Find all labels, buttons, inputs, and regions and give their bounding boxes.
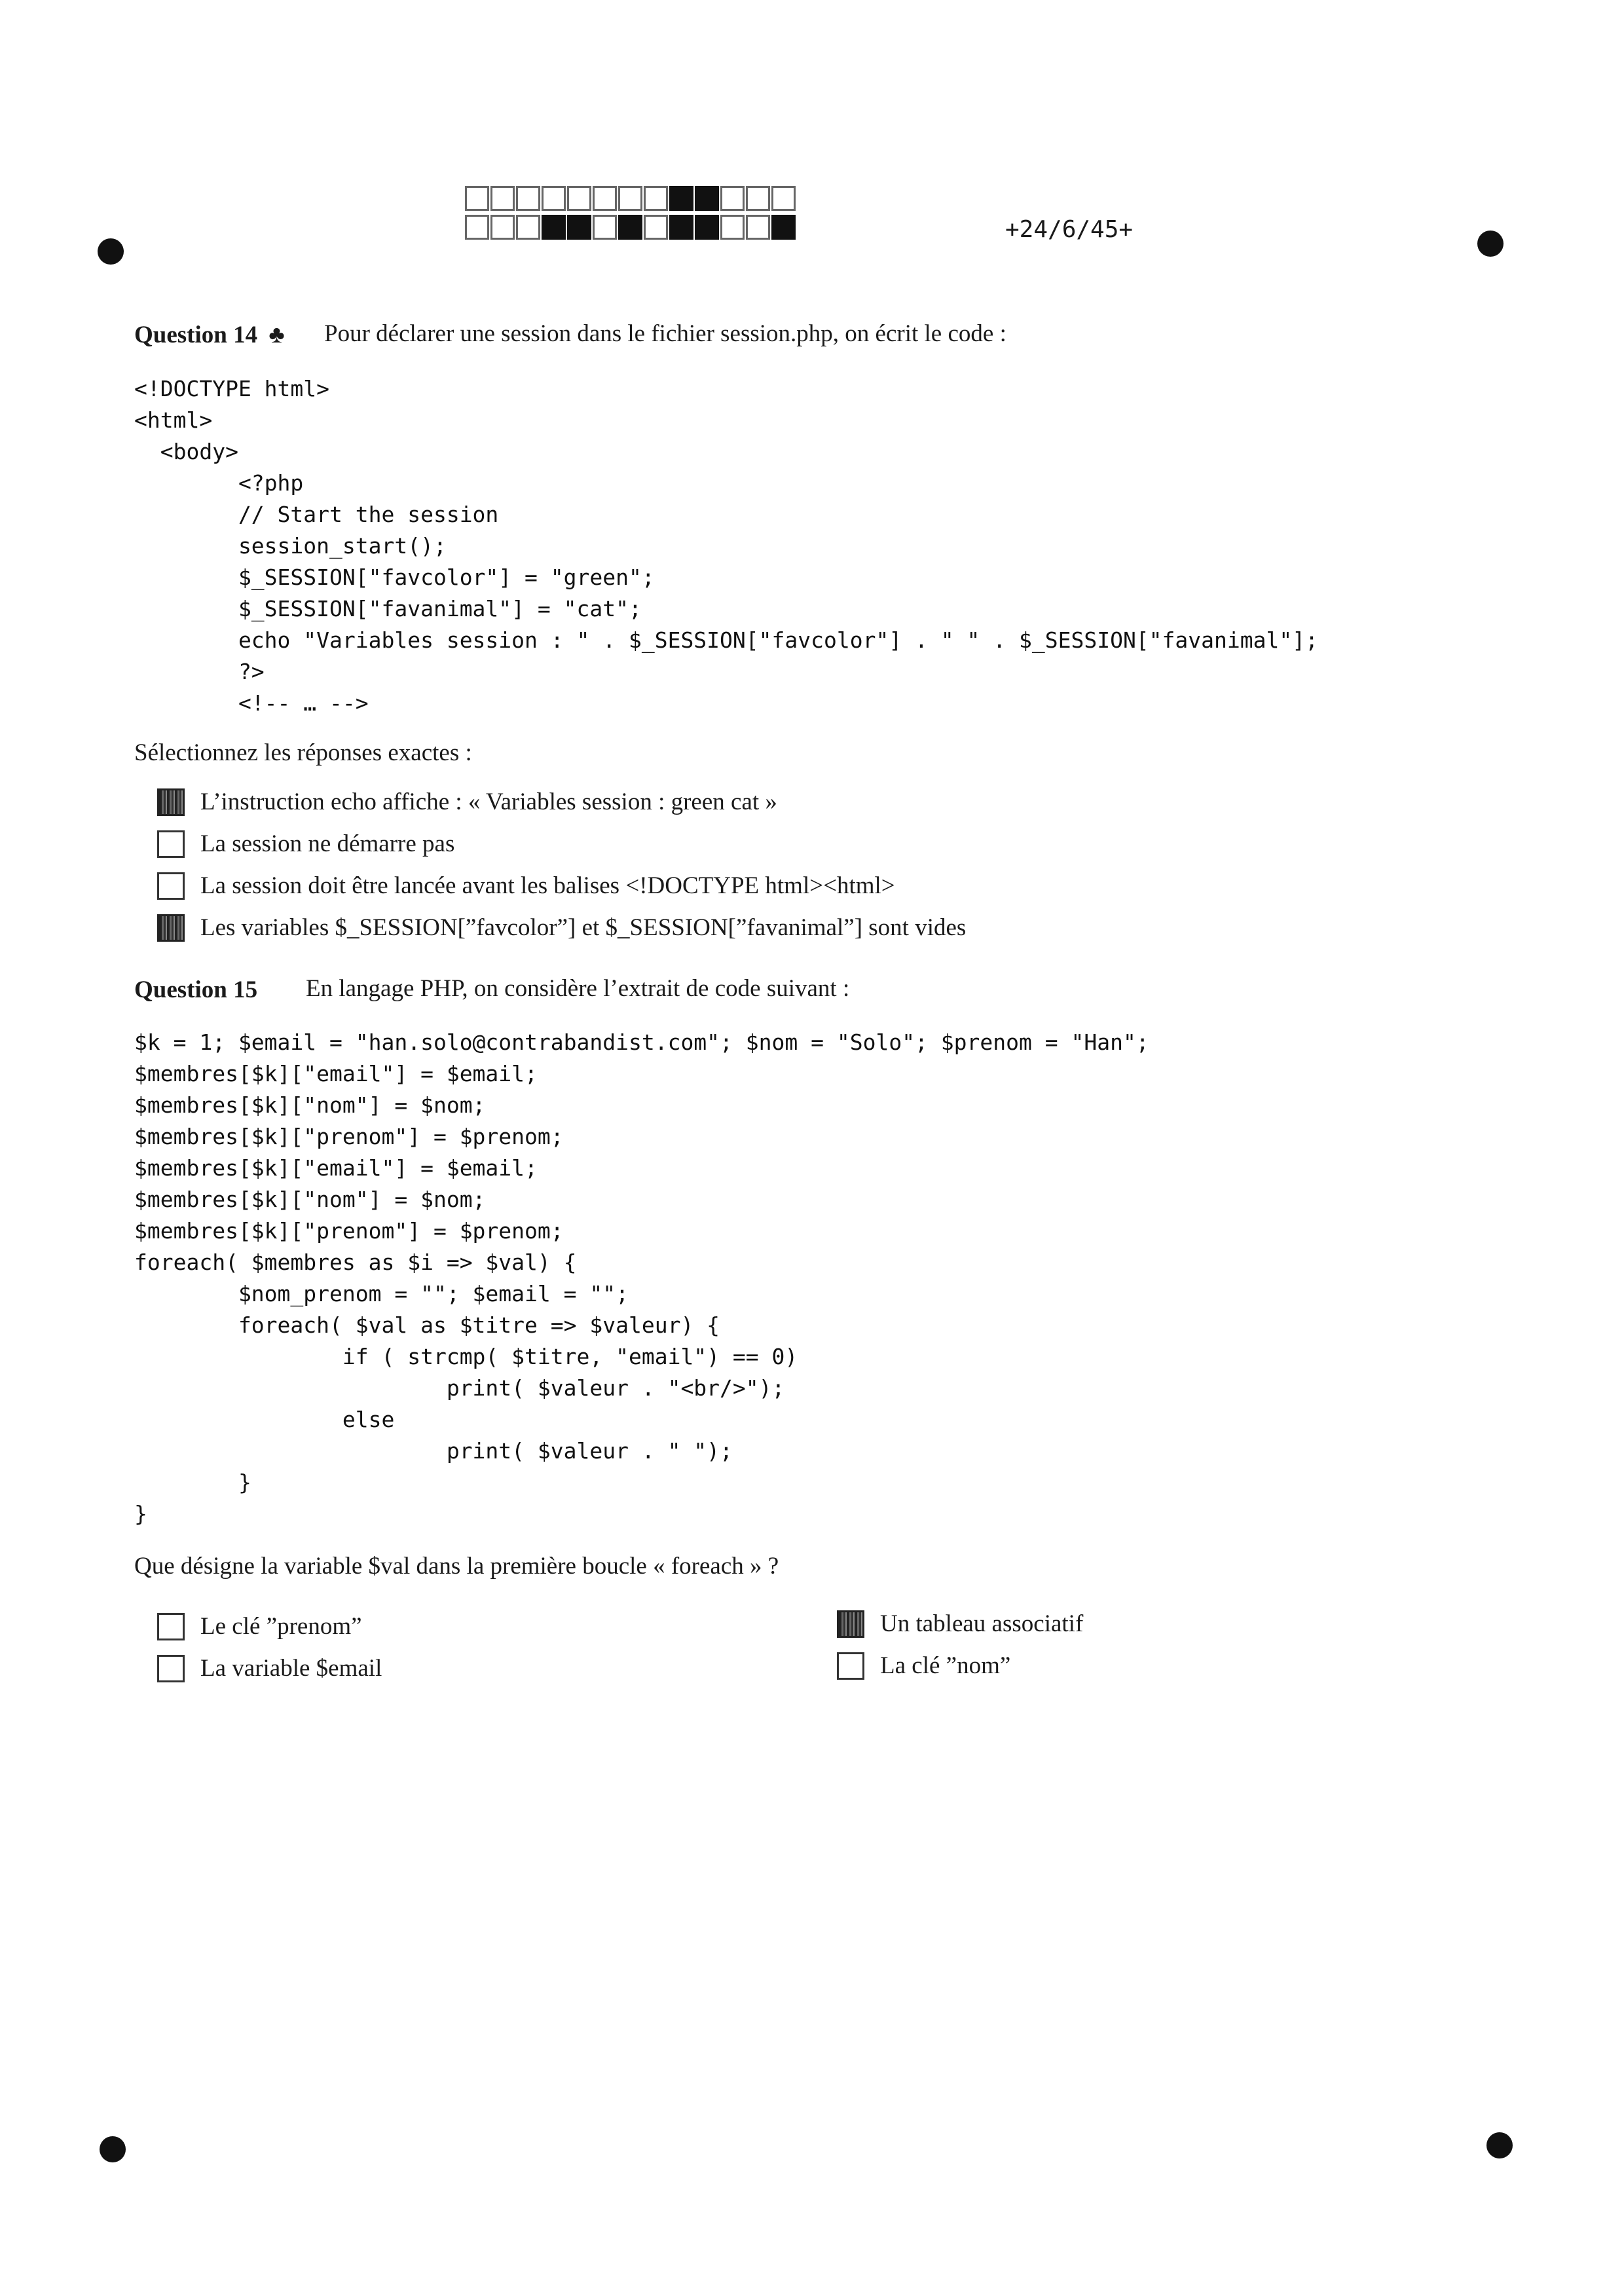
barcode-cell — [516, 186, 540, 211]
checkbox[interactable] — [157, 1655, 185, 1682]
barcode-row — [465, 215, 797, 240]
q14-option-3[interactable] — [157, 872, 895, 900]
option-label: La session doit être lancée avant les balises <!DOCTYPE html><html> — [200, 872, 895, 899]
option-label: La session ne démarre pas — [200, 830, 455, 857]
option-label: Les variables $_SESSION[”favcolor”] et $_SESSION[”favanimal”] sont vides — [200, 914, 967, 941]
question-15-prompt: Que désigne la variable $val dans la première boucle « foreach » ? — [134, 1553, 779, 1580]
barcode-cell — [516, 215, 540, 240]
barcode-cell — [695, 215, 719, 240]
q15-option-3[interactable] — [837, 1610, 1083, 1638]
option-label: L’instruction echo affiche : « Variables session : green cat » — [200, 788, 777, 815]
question-15-label: Question 15 — [134, 976, 258, 1003]
barcode-cell — [720, 186, 745, 211]
question-14-prompt: Sélectionnez les réponses exactes : — [134, 739, 472, 766]
barcode-cell — [542, 186, 566, 211]
barcode-cell — [490, 186, 515, 211]
question-14-label: Question 14 — [134, 322, 258, 348]
q14-option-4[interactable] — [157, 914, 966, 942]
option-label: Le clé ”prenom” — [200, 1613, 362, 1640]
option-label: La clé ”nom” — [880, 1652, 1011, 1679]
q14-option-1[interactable] — [157, 788, 777, 816]
q15-option-1[interactable] — [157, 1612, 362, 1640]
barcode-cell — [669, 215, 693, 240]
barcode-cell — [771, 215, 796, 240]
barcode-cell — [746, 186, 770, 211]
page-barcode — [465, 186, 797, 244]
q15-option-4[interactable] — [837, 1652, 1010, 1680]
barcode-row — [465, 186, 797, 211]
page-id: +24/6/45+ — [1005, 216, 1134, 243]
barcode-cell — [465, 186, 489, 211]
question-14-code: <!DOCTYPE html> <html> <body> <?php // Start the session session_start(); $_SESSION["favcolor"] = "green"; $_SESSION["favanimal"] = "cat"; echo "Variables session : " . $_SESSION["favcolor"] . " " . $_SESSION["favanimal"]; ?> <!-- … --> — [134, 376, 1318, 716]
barcode-cell — [567, 215, 591, 240]
registration-mark-bottom-left — [100, 2136, 126, 2162]
barcode-cell — [720, 215, 745, 240]
checkbox[interactable] — [157, 1613, 185, 1640]
option-label: Un tableau associatif — [880, 1610, 1084, 1637]
checkbox[interactable] — [157, 914, 185, 942]
barcode-cell — [567, 186, 591, 211]
barcode-cell — [465, 215, 489, 240]
q14-option-2[interactable] — [157, 830, 454, 858]
question-14-text: Pour déclarer une session dans le fichier session.php, on écrit le code : — [324, 320, 1006, 347]
barcode-cell — [618, 215, 642, 240]
registration-mark-bottom-right — [1486, 2132, 1513, 2158]
checkbox[interactable] — [157, 830, 185, 858]
question-15-header — [134, 976, 257, 1004]
barcode-cell — [669, 186, 693, 211]
club-icon: ♣ — [268, 322, 285, 348]
checkbox[interactable] — [157, 788, 185, 816]
barcode-cell — [490, 215, 515, 240]
question-15-text: En langage PHP, on considère l’extrait de code suivant : — [306, 975, 850, 1002]
registration-mark-top-left — [98, 238, 124, 265]
checkbox[interactable] — [837, 1610, 864, 1638]
q15-option-2[interactable] — [157, 1654, 382, 1682]
barcode-cell — [618, 186, 642, 211]
barcode-cell — [644, 186, 668, 211]
question-15-code: $k = 1; $email = "han.solo@contrabandist.com"; $nom = "Solo"; $prenom = "Han"; $membres[$k]["email"] = $email; $membres[$k]["nom"] = $nom; $membres[$k]["prenom"] = $prenom; $membres[$k]["email"] = $email; $membres[$k]["nom"] = $nom; $membres[$k]["prenom"] = $prenom; foreach( $membres as $i => $val) { $nom_prenom = ""; $email = ""; foreach( $val as $titre => $valeur) { if ( strcmp( $titre, "email") == 0) print( $valeur . "<br/>"); else print( $valeur . " "); } } — [134, 1029, 1149, 1527]
barcode-cell — [771, 186, 796, 211]
checkbox[interactable] — [837, 1652, 864, 1680]
registration-mark-top-right — [1477, 231, 1504, 257]
barcode-cell — [695, 186, 719, 211]
checkbox[interactable] — [157, 872, 185, 900]
barcode-cell — [593, 186, 617, 211]
barcode-cell — [593, 215, 617, 240]
option-label: La variable $email — [200, 1655, 382, 1682]
barcode-cell — [746, 215, 770, 240]
question-14-header — [134, 321, 285, 349]
barcode-cell — [542, 215, 566, 240]
barcode-cell — [644, 215, 668, 240]
